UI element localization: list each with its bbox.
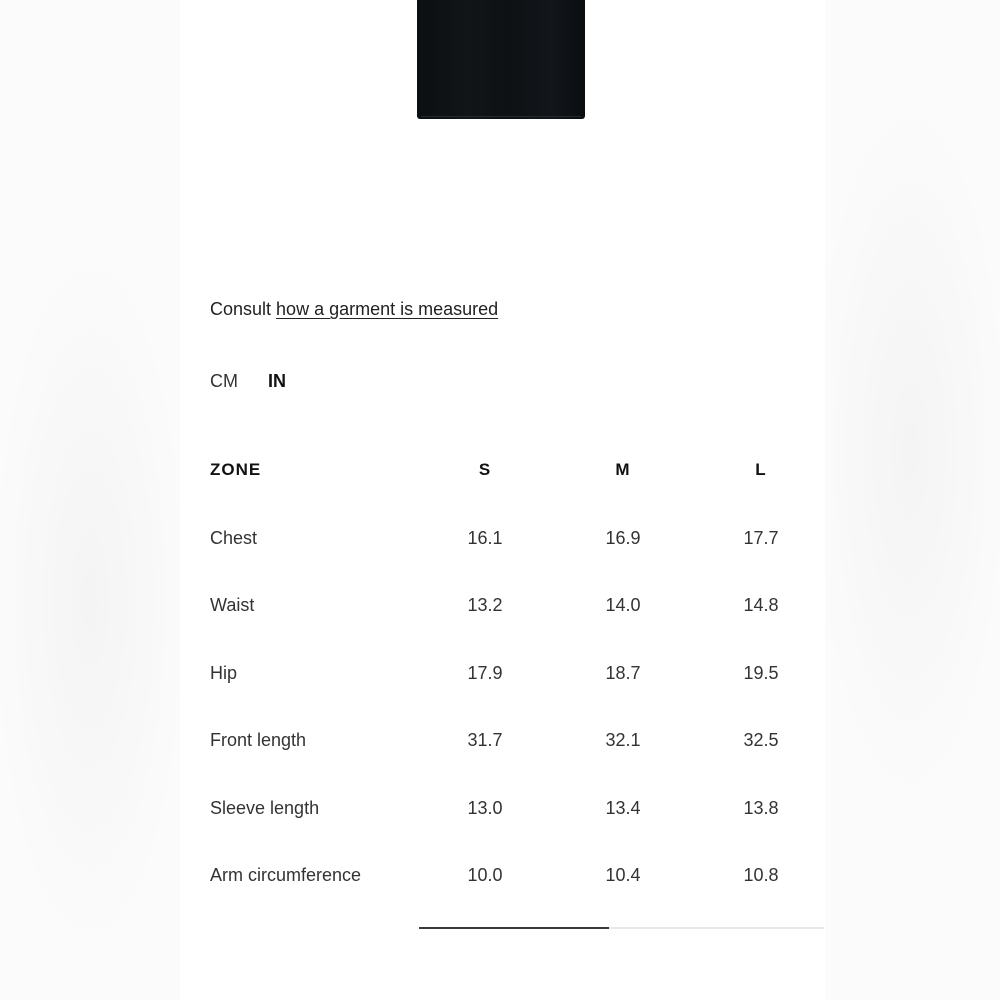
value-m: 14.0 [605, 595, 641, 615]
value-l: 13.8 [743, 797, 779, 818]
header-zone: ZONE [210, 460, 262, 479]
value-m: 32.1 [605, 730, 641, 750]
value-s: 10.0 [467, 865, 503, 885]
value-l: 32.5 [743, 730, 779, 750]
table-row [210, 730, 830, 798]
value-s: 16.1 [467, 527, 503, 548]
consult-text [210, 299, 498, 320]
table-row [210, 865, 830, 933]
table-row [210, 663, 830, 731]
horizontal-scrollbar[interactable] [419, 927, 824, 929]
value-m: 13.4 [605, 797, 641, 818]
size-table [210, 460, 830, 933]
table-row [210, 528, 830, 596]
zone-label: Hip [210, 662, 238, 683]
value-s: 13.0 [467, 797, 503, 818]
value-s: 17.9 [467, 662, 503, 683]
unit-option-in[interactable]: IN [268, 371, 286, 391]
table-header-row [210, 460, 830, 528]
header-size-l: L [755, 460, 767, 479]
table-row [210, 595, 830, 663]
measurement-guide-link[interactable]: how a garment is measured [276, 299, 499, 319]
zone-label: Sleeve length [210, 797, 320, 818]
value-l: 10.8 [743, 865, 779, 885]
value-m: 10.4 [605, 865, 641, 885]
unit-option-cm[interactable]: CM [210, 371, 238, 391]
zone-label: Arm circumference [210, 865, 362, 885]
zone-label: Chest [210, 527, 258, 548]
product-image [417, 0, 585, 119]
header-size-s: S [478, 460, 492, 479]
unit-toggle [210, 371, 286, 392]
value-l: 17.7 [743, 527, 779, 548]
value-l: 14.8 [743, 595, 779, 615]
scrollbar-thumb[interactable] [419, 927, 609, 929]
value-s: 13.2 [467, 595, 503, 615]
value-m: 16.9 [605, 527, 641, 548]
value-s: 31.7 [467, 730, 503, 750]
value-m: 18.7 [605, 662, 641, 683]
header-size-m: M [615, 460, 631, 479]
consult-prefix: Consult [210, 299, 272, 319]
zone-label: Waist [210, 595, 255, 615]
zone-label: Front length [210, 730, 307, 750]
table-row [210, 798, 830, 866]
value-l: 19.5 [743, 662, 779, 683]
